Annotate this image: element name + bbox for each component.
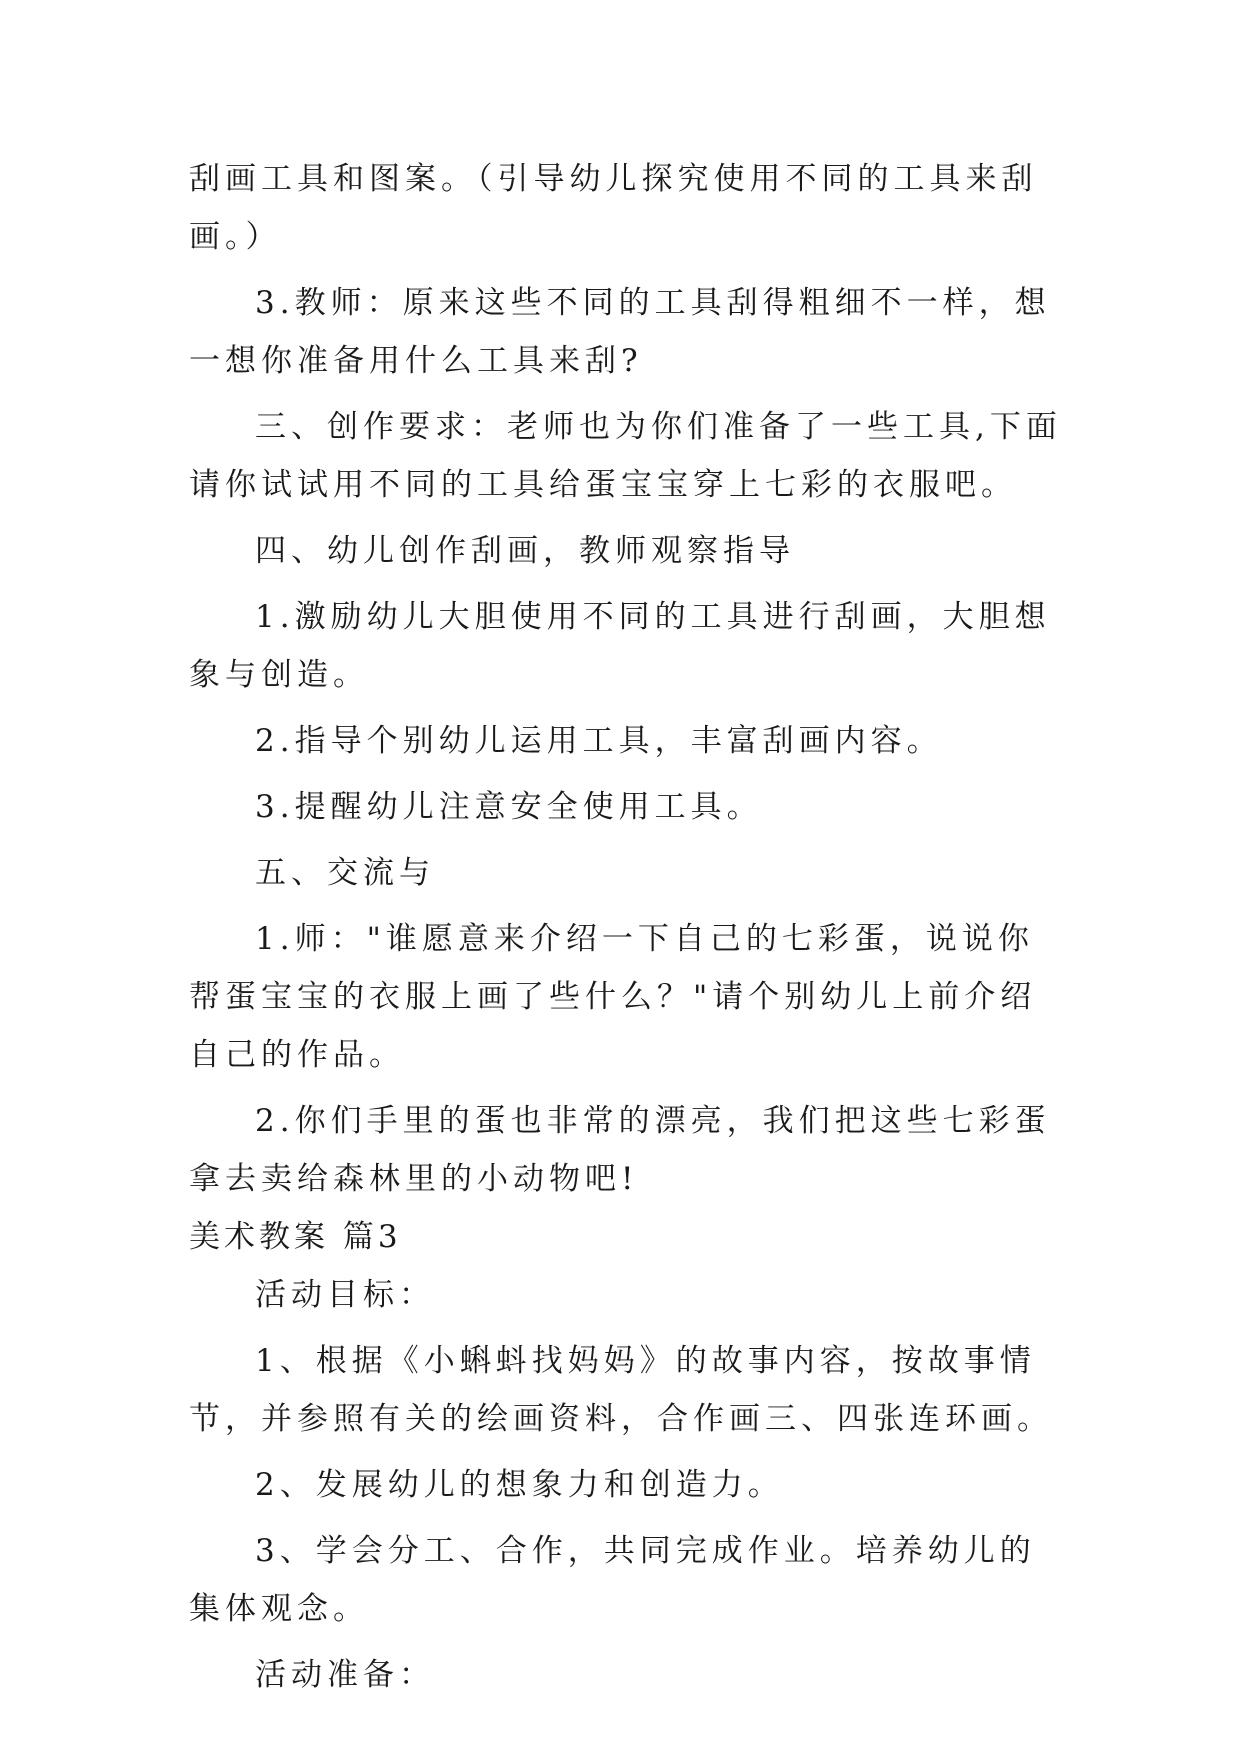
document-body <box>189 150 1069 1712</box>
paragraph-step-five-heading: 五、交流与 <box>255 855 435 891</box>
paragraph-safety: 3.提醒幼儿注意安全使用工具。 <box>255 789 763 825</box>
paragraph-goal-one: 1、根据《小蝌蚪找妈妈》的故事内容，按故事情节，并参照有关的绘画资料，合作画三、四张连环画。 <box>189 1343 1053 1437</box>
paragraph-goal-three: 3、学会分工、合作，共同完成作业。培养幼儿的集体观念。 <box>189 1533 1036 1627</box>
paragraph-step-four-heading: 四、幼儿创作刮画，教师观察指导 <box>255 533 795 569</box>
paragraph-teacher-question: 3.教师：原来这些不同的工具刮得粗细不一样，想一想你准备用什么工具来刮? <box>189 285 1051 379</box>
paragraph-tools-continuation: 刮画工具和图案。（引导幼儿探究使用不同的工具来刮画。） <box>189 161 1038 255</box>
paragraph-sell-eggs: 2.你们手里的蛋也非常的漂亮，我们把这些七彩蛋拿去卖给森林里的小动物吧! <box>189 1103 1051 1197</box>
paragraph-activity-goals-heading: 活动目标： <box>255 1277 435 1313</box>
paragraph-activity-preparation-heading: 活动准备： <box>255 1657 435 1693</box>
paragraph-encourage: 1.激励幼儿大胆使用不同的工具进行刮画，大胆想象与创造。 <box>189 599 1051 693</box>
section-title: 美术教案 篇3 <box>189 1219 402 1255</box>
paragraph-creation-requirements: 三、创作要求：老师也为你们准备了一些工具,下面请你试试用不同的工具给蛋宝宝穿上七彩的衣服吧。 <box>189 409 1062 503</box>
paragraph-goal-two: 2、发展幼儿的想象力和创造力。 <box>255 1467 784 1503</box>
paragraph-guide: 2.指导个别幼儿运用工具，丰富刮画内容。 <box>255 723 943 759</box>
paragraph-share: 1.师："谁愿意来介绍一下自己的七彩蛋，说说你帮蛋宝宝的衣服上画了些什么？"请个别幼儿上前介绍自己的作品。 <box>189 921 1037 1073</box>
